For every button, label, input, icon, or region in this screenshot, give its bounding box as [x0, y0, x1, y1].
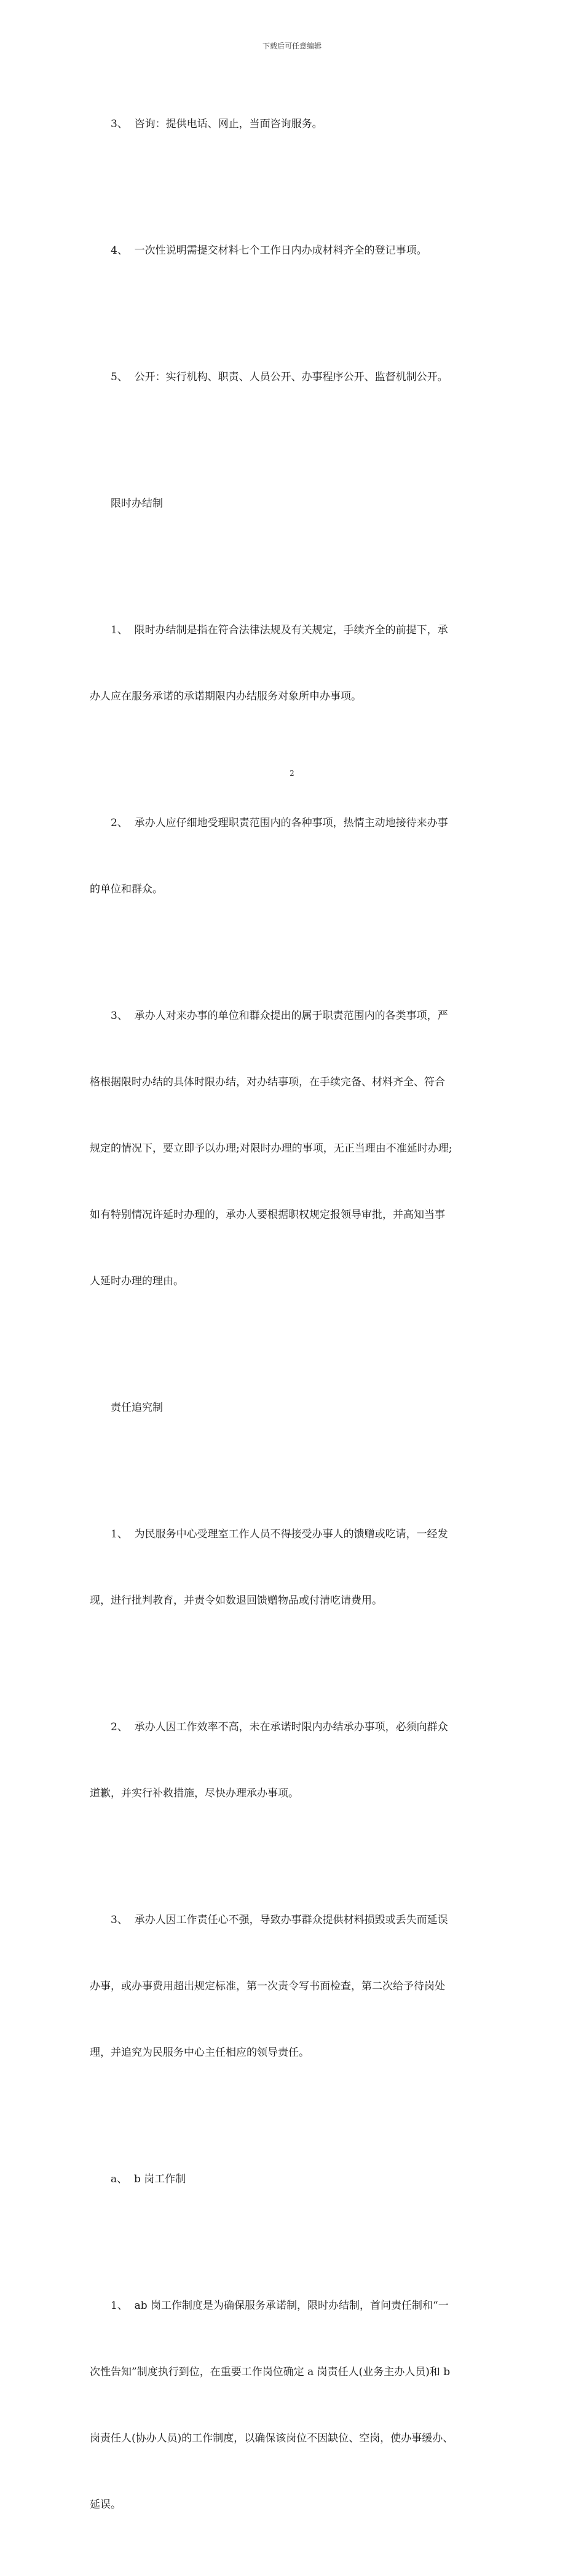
text-line: 3、 咨询：提供电话、网止，当面咨询服务。 [111, 118, 323, 130]
text-line: 1、 ab 岗工作制度是为确保服务承诺制，限时办结制，首问责任制和“一 [111, 2300, 449, 2312]
text-line: 办事，或办事费用超出规定标准，第一次责令写书面检查，第二次给予待岗处 [90, 1980, 445, 1992]
page-number: 2 [290, 769, 294, 778]
text-line: 5、 公开：实行机构、职责、人员公开、办事程序公开、监督机制公开。 [111, 371, 448, 383]
section-heading [90, 1352, 499, 1463]
text-line: 人延时办理的理由。 [90, 1275, 184, 1287]
paragraph [90, 2250, 499, 2560]
section-heading [90, 2124, 499, 2234]
text-line: 3、 承办人因工作责任心不强，导致办事群众提供材料损毁或丢失而延误 [111, 1914, 448, 1926]
heading-text: 责任追究制 [111, 1402, 163, 1414]
paragraph [90, 69, 499, 179]
paragraph [90, 1479, 499, 1656]
document-body [90, 69, 499, 2576]
text-line: 道歉，并实行补救措施，尽快办理承办事项。 [90, 1787, 299, 1800]
paragraph [90, 961, 499, 1337]
text-line: 次性告知”制度执行到位，在重要工作岗位确定 a 岗责任人(业务主办人员)和 b [90, 2366, 451, 2378]
text-line: 理，并追究为民服务中心主任相应的领导责任。 [90, 2047, 309, 2059]
paragraph [90, 575, 499, 752]
text-line: 规定的情况下，要立即予以办理;对限时办理的事项，无正当理由不准延时办理; [90, 1142, 452, 1155]
paragraph [90, 1865, 499, 2108]
text-line: 4、 一次性说明需提交材料七个工作日内办成材料齐全的登记事项。 [111, 244, 427, 257]
text-line: 岗责任人(协办人员)的工作制度，以确保该岗位不因缺位、空岗，使办事缓办、 [90, 2432, 454, 2445]
text-line: 2、 承办人因工作效率不高，未在承诺时限内办结承办事项，必须向群众 [111, 1721, 448, 1733]
text-line: 如有特别情况许延时办理的，承办人要根据职权规定报领导审批，并高知当事 [90, 1209, 445, 1221]
paragraph [90, 768, 499, 945]
page-header: 下载后可任意编辑 [262, 42, 322, 50]
heading-text: 限时办结制 [111, 498, 163, 510]
text-line: 3、 承办人对来办事的单位和群众提出的属于职责范围内的各类事项，严 [111, 1010, 448, 1022]
paragraph [90, 195, 499, 306]
section-heading [90, 448, 499, 559]
text-line: 延误。 [90, 2499, 121, 2511]
text-line: 办人应在服务承诺的承诺期限内办结服务对象所申办事项。 [90, 690, 361, 703]
text-line: 格根据限时办结的具体时限办结，对办结事项，在手续完备、材料齐全、符合 [90, 1076, 445, 1088]
text-line: 2、 承办人应仔细地受理职责范围内的各种事项，热情主动地接待来办事 [111, 817, 448, 829]
text-line: 1、 为民服务中心受理室工作人员不得接受办事人的馈赠或吃请，一经发 [111, 1528, 448, 1540]
text-line: 现，进行批判教育，并责令如数退回馈赠物品或付清吃请费用。 [90, 1594, 382, 1607]
paragraph [90, 1672, 499, 1849]
paragraph [90, 322, 499, 432]
text-line: 1、 限时办结制是指在符合法律法规及有关规定，手续齐全的前提下，承 [111, 624, 448, 636]
text-line: 的单位和群众。 [90, 883, 163, 896]
heading-text: a、 b 岗工作制 [111, 2173, 186, 2185]
